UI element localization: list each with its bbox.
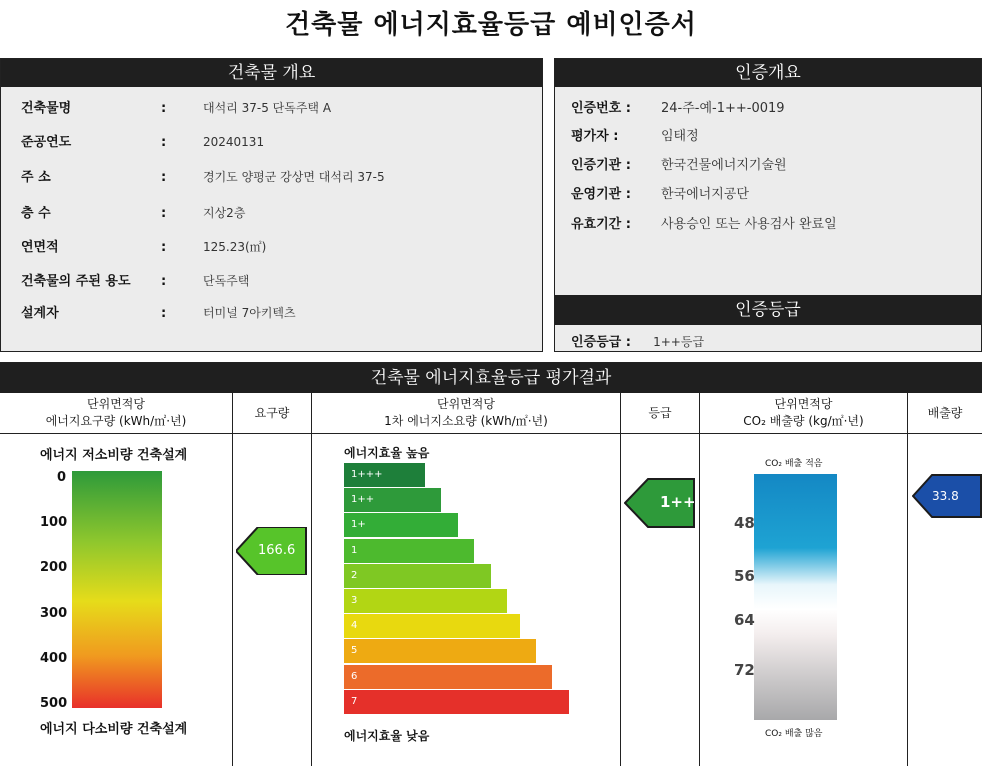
col-head-primary-energy [312,393,620,434]
col-head-demand-line2: 에너지요구량 (kWh/㎡·년) [45,414,187,428]
cert-row-label: 운영기관 : [571,187,631,202]
cert-grade-label: 인증등급 : [571,335,631,350]
cert-row-value: 24-주-예-1++-0019 [661,101,785,116]
demand-tick-label: 300 [40,606,68,621]
overview-row-value: 단독주택 [203,274,250,288]
overview-row-colon: : [161,206,167,221]
grade-result-value: 1++ [660,493,696,511]
overview-row-value: 125.23(㎡) [203,240,267,254]
overview-row [21,131,264,150]
col-head-co2-line1: 단위면적당 [774,397,833,411]
overview-row-label: 층 수 [21,206,51,221]
overview-row [21,236,266,255]
cert-row [571,125,699,144]
cert-overview-header: 인증개요 [555,59,981,87]
col-head-co2 [700,393,907,434]
cert-row [571,97,785,116]
col-head-primary-line1: 단위면적당 [437,397,495,411]
divider [907,393,908,766]
overview-row-label: 준공연도 [21,135,72,150]
overview-row-colon: : [161,306,167,321]
cert-row-value: 임태정 [661,129,699,144]
cert-row-label: 인증번호 : [571,101,631,116]
grade-bar: 6 [344,665,552,689]
col-head-grade-label: 등급 [648,405,672,420]
co2-bottom-label: CO₂ 배출 많음 [765,729,823,739]
col-head-demand-value [233,393,311,434]
grade-bar: 2 [344,564,491,588]
cert-grade-row [571,331,704,350]
col-head-emission [908,393,982,434]
cert-row-label: 인증기관 : [571,158,631,173]
co2-tick-label: 48 [734,514,755,532]
divider [311,393,312,766]
demand-tick-label: 200 [40,560,68,575]
overview-row-value: 대석리 37-5 단독주택 A [203,101,332,115]
cert-row-label: 평가자 : [571,129,619,144]
overview-row-colon: : [161,101,167,116]
grade-bar: 4 [344,614,520,638]
grade-bar: 1 [344,539,474,563]
overview-row-colon: : [161,274,167,289]
co2-tick-label: 72 [734,661,755,679]
co2-gradient-bar [754,474,837,720]
demand-tick-label: 400 [40,651,68,666]
grade-bar: 5 [344,639,536,663]
overview-row-label: 건축물명 [21,101,72,116]
cert-row-value: 사용승인 또는 사용검사 완료일 [661,217,837,232]
cert-grade-value: 1++등급 [653,335,705,349]
col-head-demand-line1: 단위면적당 [87,397,145,411]
grade-bar: 7 [344,690,569,714]
overview-row [21,166,385,185]
evaluation-header: 건축물 에너지효율등급 평가결과 [0,363,982,393]
overview-row-label: 건축물의 주된 용도 [21,274,131,289]
overview-row [21,270,249,289]
cert-row [571,154,787,173]
col-head-demand [0,393,232,434]
grade-bottom-label: 에너지효율 낮음 [344,729,430,743]
demand-tick-label: 500 [40,696,68,711]
demand-value: 166.6 [258,543,296,558]
demand-bottom-label: 에너지 다소비량 건축설계 [40,722,188,737]
demand-gradient-bar [72,471,162,708]
col-head-primary-line2: 1차 에너지소요량 (kWh/㎡·년) [384,414,548,428]
demand-top-label: 에너지 저소비량 건축설계 [40,448,188,463]
overview-row-label: 주 소 [21,170,51,185]
building-overview-header: 건축물 개요 [1,59,542,87]
divider [699,393,700,766]
overview-row-value: 경기도 양평군 강상면 대석리 37-5 [203,170,385,184]
grade-bar: 1++ [344,488,441,512]
overview-row-value: 지상2층 [203,206,246,220]
co2-tick-label: 56 [734,567,755,585]
grade-bar: 1+ [344,513,458,537]
cert-row-label: 유효기간 : [571,217,631,232]
co2-top-label: CO₂ 배출 적음 [765,459,823,469]
overview-row [21,97,331,116]
demand-tick-label: 0 [57,470,67,485]
col-head-emission-label: 배출량 [927,405,963,420]
grade-top-label: 에너지효율 높음 [344,446,430,460]
grade-bar: 1+++ [344,463,425,487]
col-head-grade [621,393,699,434]
page-title: 건축물 에너지효율등급 예비인증서 [285,10,697,40]
grade-bar: 3 [344,589,507,613]
cert-row-value: 한국에너지공단 [661,187,749,202]
overview-row [21,202,245,221]
co2-value: 33.8 [932,489,959,503]
cert-row [571,213,837,232]
overview-row-colon: : [161,240,167,255]
divider [232,393,233,766]
co2-tick-label: 64 [734,611,755,629]
col-head-co2-line2: CO₂ 배출량 (kg/㎡·년) [743,414,864,428]
overview-row-colon: : [161,135,167,150]
col-head-demand-value-label: 요구량 [254,405,290,420]
overview-row-value: 터미널 7아키텍츠 [203,306,296,320]
overview-row-colon: : [161,170,167,185]
cert-row-value: 한국건물에너지기술원 [661,158,787,173]
divider [620,393,621,766]
demand-tick-label: 100 [40,515,68,530]
overview-row [21,302,296,321]
overview-row-label: 설계자 [21,306,59,321]
cert-row [571,183,749,202]
overview-row-value: 20240131 [203,135,265,149]
overview-row-label: 연면적 [21,240,59,255]
cert-grade-header: 인증등급 [555,295,981,325]
